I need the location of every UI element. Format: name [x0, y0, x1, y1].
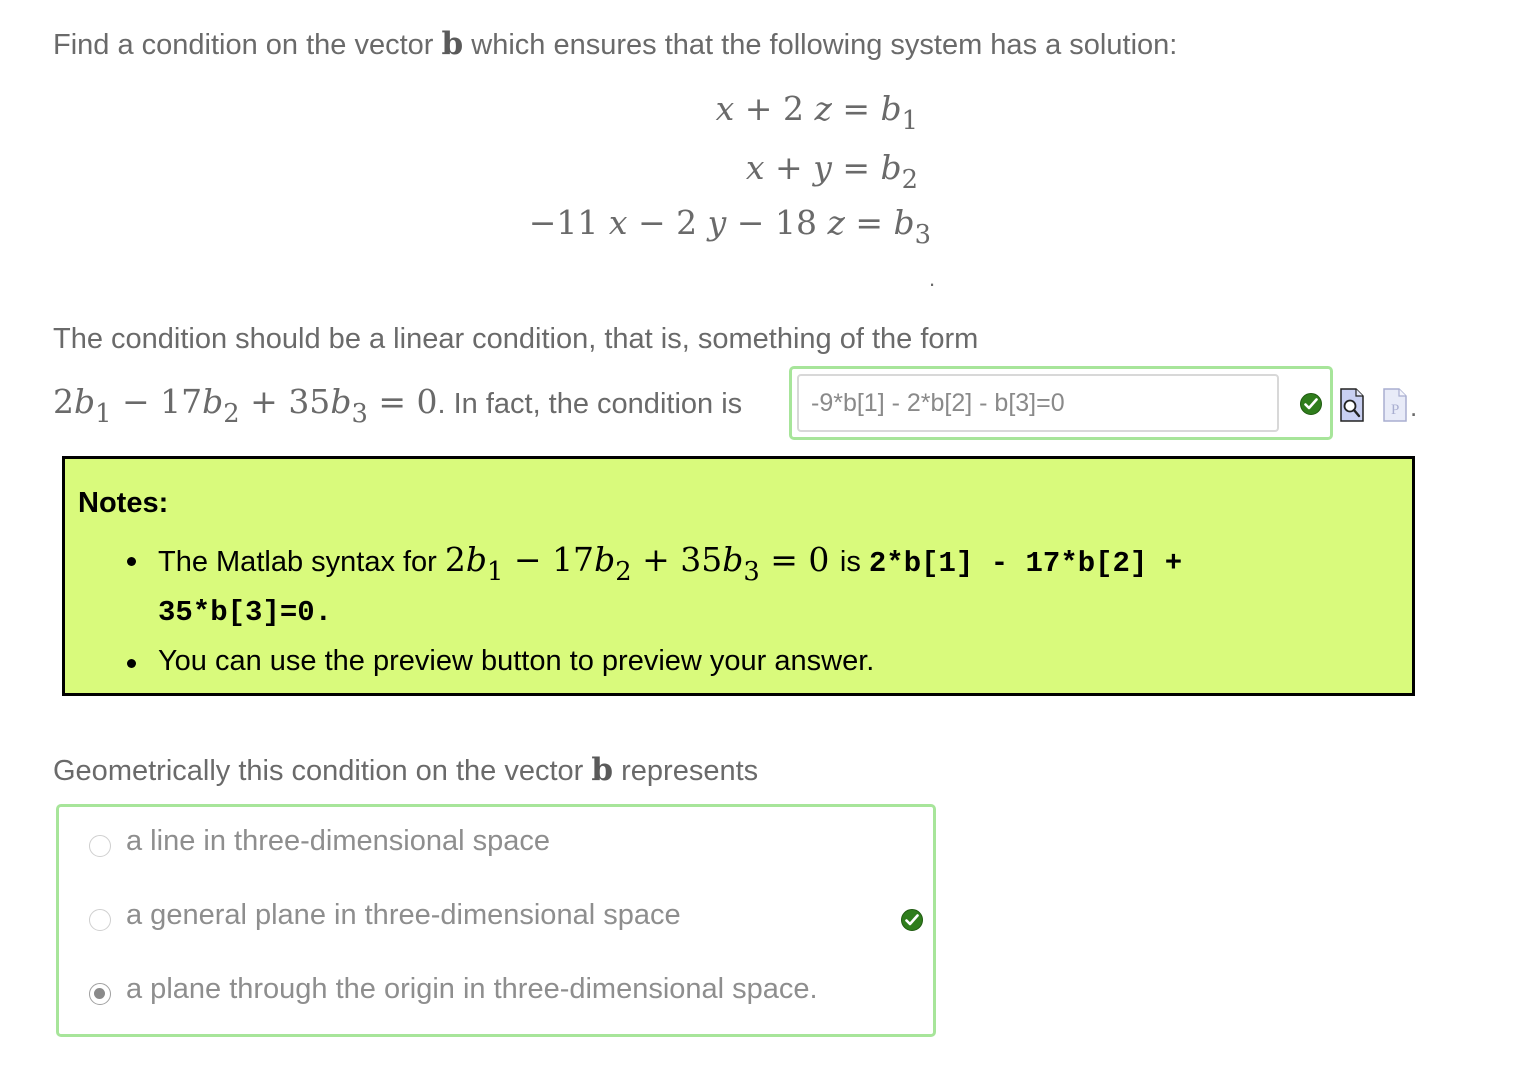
vector-b: b	[441, 26, 464, 62]
notes-item-1-is: is	[839, 546, 861, 578]
n-sub2: 2	[615, 557, 632, 587]
example-equation	[53, 382, 438, 429]
notes-item-1-code-a: 2*b[1] - 17*b[2] +	[868, 547, 1183, 580]
n-sub3: 3	[743, 557, 760, 587]
answer-input[interactable]	[797, 374, 1279, 432]
ex-sub1: 1	[95, 399, 112, 429]
radio-option-plane-origin[interactable]	[89, 983, 111, 1005]
eq1-coef: 2	[782, 89, 804, 128]
notes-item-1-line-1	[158, 540, 1183, 587]
condition-line-1: The condition should be a linear condition, that is, something of the form	[53, 323, 979, 355]
n-zero: 0	[808, 540, 830, 579]
ex-sub3: 3	[351, 399, 368, 429]
ex-zero: 0	[416, 382, 438, 421]
intro-suffix: which ensures that the following system has a solution:	[471, 29, 1178, 61]
ex-b3: b	[330, 382, 352, 421]
eq1-x: x	[715, 89, 735, 128]
eq1-rhs: b	[880, 89, 902, 128]
eq2-rhs: b	[880, 148, 902, 187]
eq2-y: y	[813, 148, 832, 187]
geometry-question	[53, 752, 759, 788]
equation-3: −11 x − 2 y − 18 $z = b_3$	[528, 203, 931, 250]
check-icon	[901, 909, 923, 931]
eq2-rhs-sub: 2	[901, 165, 918, 195]
n-sub1: 1	[487, 557, 504, 587]
eq3-op2: −	[736, 203, 765, 242]
eq2-x: x	[745, 148, 765, 187]
eq1-z: z	[814, 89, 832, 128]
radio-label-plane-origin[interactable]: a plane through the origin in three-dimensional space.	[126, 973, 818, 1005]
eq3-coef-x: −11	[528, 203, 599, 242]
n-c1: 2	[444, 540, 466, 579]
notes-item-1-code-b: 35*b[3]=0.	[158, 596, 333, 629]
eq3-rhs: b	[893, 203, 915, 242]
notes-item-1-math	[444, 540, 840, 587]
notes-box	[62, 456, 1415, 696]
eq3-coef-y: 2	[676, 203, 698, 242]
eq3-rhs-sub: 3	[914, 220, 931, 250]
eq3-x: x	[608, 203, 628, 242]
ex-c2: 17	[160, 382, 203, 421]
notes-item-2: You can use the preview button to preview your answer.	[158, 645, 875, 677]
system-period: .	[929, 266, 936, 291]
ex-c3: 35	[288, 382, 331, 421]
n-b2: b	[594, 540, 616, 579]
bullet-1	[127, 557, 136, 566]
eq1-rhs-sub: 1	[901, 106, 918, 136]
ex-b2: b	[202, 382, 224, 421]
intro-prefix: Find a condition on the vector	[53, 29, 434, 61]
check-icon	[1300, 393, 1322, 415]
n-plus: +	[642, 540, 670, 579]
eq3-coef-z: 18	[774, 203, 817, 242]
icons-trailing-period: .	[1410, 392, 1418, 422]
radio-option-line[interactable]	[89, 835, 111, 857]
equation-2: $x + y = b_2$	[745, 148, 918, 195]
notes-title: Notes:	[78, 487, 169, 519]
n-b3: b	[722, 540, 744, 579]
equation-1: x + 2 $z = b_1$	[715, 89, 918, 136]
geometry-suffix: represents	[621, 755, 759, 787]
n-minus: −	[513, 540, 542, 579]
ex-equals: =	[378, 382, 406, 421]
format-help-icon[interactable]	[1383, 388, 1407, 422]
geometry-prefix: Geometrically this condition on the vector	[53, 755, 584, 787]
ex-b1: b	[74, 382, 96, 421]
n-c3: 35	[680, 540, 723, 579]
ex-sub2: 2	[223, 399, 240, 429]
bullet-2	[127, 659, 136, 668]
radio-option-general-plane[interactable]	[89, 909, 111, 931]
eq3-z: z	[827, 203, 845, 242]
preview-icon[interactable]	[1340, 388, 1364, 422]
notes-item-1-prefix: The Matlab syntax for	[158, 546, 437, 578]
eq2-op: +	[775, 148, 803, 187]
condition-suffix: . In fact, the condition is	[437, 388, 743, 420]
condition-line-2	[53, 382, 743, 429]
eq3-op1: −	[637, 203, 666, 242]
n-equals: =	[770, 540, 798, 579]
radio-label-general-plane[interactable]: a general plane in three-dimensional space	[126, 899, 681, 931]
svg-text:P: P	[1391, 402, 1400, 418]
ex-plus: +	[250, 382, 278, 421]
n-b1: b	[465, 540, 488, 579]
n-c2: 17	[552, 540, 595, 579]
ex-c1: 2	[53, 382, 74, 421]
radio-label-line[interactable]: a line in three-dimensional space	[126, 825, 550, 857]
question-intro	[53, 26, 1178, 62]
ex-minus: −	[122, 382, 150, 421]
eq3-y: y	[707, 203, 727, 242]
geometry-vector-b: b	[591, 752, 614, 788]
eq1-op: +	[744, 89, 773, 128]
